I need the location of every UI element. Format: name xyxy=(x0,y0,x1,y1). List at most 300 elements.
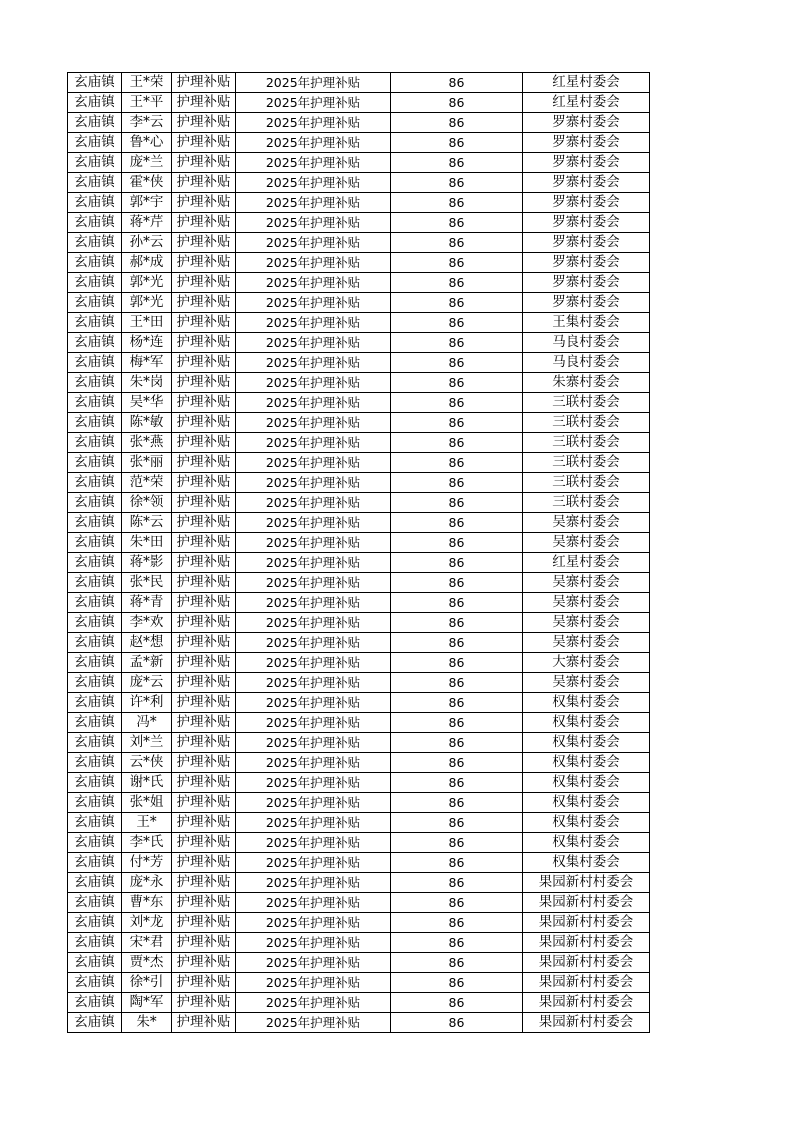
item-cell: 2025年护理补贴 xyxy=(236,653,391,673)
org-cell: 大寨村委会 xyxy=(523,653,650,673)
town-cell: 玄庙镇 xyxy=(68,453,122,473)
name-cell: 陶*军 xyxy=(122,993,172,1013)
org-cell: 果园新村村委会 xyxy=(523,973,650,993)
org-cell: 红星村委会 xyxy=(523,73,650,93)
org-cell: 罗寨村委会 xyxy=(523,153,650,173)
town-cell: 玄庙镇 xyxy=(68,793,122,813)
table-row xyxy=(68,233,650,253)
name-cell: 朱*岗 xyxy=(122,373,172,393)
town-cell: 玄庙镇 xyxy=(68,573,122,593)
name-cell: 张*姐 xyxy=(122,793,172,813)
name-cell: 王*平 xyxy=(122,93,172,113)
item-cell: 2025年护理补贴 xyxy=(236,953,391,973)
item-cell: 2025年护理补贴 xyxy=(236,853,391,873)
table-row xyxy=(68,293,650,313)
town-cell: 玄庙镇 xyxy=(68,713,122,733)
amount-cell: 86 xyxy=(391,433,523,453)
org-cell: 三联村委会 xyxy=(523,433,650,453)
type-cell: 护理补贴 xyxy=(172,893,236,913)
item-cell: 2025年护理补贴 xyxy=(236,813,391,833)
town-cell: 玄庙镇 xyxy=(68,93,122,113)
amount-cell: 86 xyxy=(391,893,523,913)
amount-cell: 86 xyxy=(391,373,523,393)
name-cell: 王*田 xyxy=(122,313,172,333)
amount-cell: 86 xyxy=(391,393,523,413)
table-row xyxy=(68,653,650,673)
name-cell: 庞*兰 xyxy=(122,153,172,173)
name-cell: 王* xyxy=(122,813,172,833)
name-cell: 刘*龙 xyxy=(122,913,172,933)
table-row xyxy=(68,393,650,413)
amount-cell: 86 xyxy=(391,933,523,953)
amount-cell: 86 xyxy=(391,753,523,773)
name-cell: 庞*永 xyxy=(122,873,172,893)
amount-cell: 86 xyxy=(391,713,523,733)
type-cell: 护理补贴 xyxy=(172,813,236,833)
town-cell: 玄庙镇 xyxy=(68,673,122,693)
org-cell: 果园新村村委会 xyxy=(523,873,650,893)
table-row xyxy=(68,353,650,373)
org-cell: 马良村委会 xyxy=(523,353,650,373)
table-row xyxy=(68,493,650,513)
amount-cell: 86 xyxy=(391,773,523,793)
town-cell: 玄庙镇 xyxy=(68,73,122,93)
table-row xyxy=(68,833,650,853)
type-cell: 护理补贴 xyxy=(172,873,236,893)
type-cell: 护理补贴 xyxy=(172,313,236,333)
amount-cell: 86 xyxy=(391,353,523,373)
town-cell: 玄庙镇 xyxy=(68,893,122,913)
table-row xyxy=(68,933,650,953)
org-cell: 权集村委会 xyxy=(523,693,650,713)
type-cell: 护理补贴 xyxy=(172,833,236,853)
name-cell: 霍*侠 xyxy=(122,173,172,193)
name-cell: 郝*成 xyxy=(122,253,172,273)
amount-cell: 86 xyxy=(391,613,523,633)
amount-cell: 86 xyxy=(391,333,523,353)
name-cell: 付*芳 xyxy=(122,853,172,873)
table-row xyxy=(68,673,650,693)
town-cell: 玄庙镇 xyxy=(68,473,122,493)
item-cell: 2025年护理补贴 xyxy=(236,593,391,613)
type-cell: 护理补贴 xyxy=(172,853,236,873)
item-cell: 2025年护理补贴 xyxy=(236,773,391,793)
org-cell: 果园新村村委会 xyxy=(523,893,650,913)
org-cell: 三联村委会 xyxy=(523,393,650,413)
table-row xyxy=(68,773,650,793)
type-cell: 护理补贴 xyxy=(172,593,236,613)
org-cell: 马良村委会 xyxy=(523,333,650,353)
town-cell: 玄庙镇 xyxy=(68,153,122,173)
item-cell: 2025年护理补贴 xyxy=(236,73,391,93)
town-cell: 玄庙镇 xyxy=(68,693,122,713)
amount-cell: 86 xyxy=(391,193,523,213)
table-row xyxy=(68,533,650,553)
type-cell: 护理补贴 xyxy=(172,93,236,113)
table-row xyxy=(68,733,650,753)
item-cell: 2025年护理补贴 xyxy=(236,833,391,853)
org-cell: 果园新村村委会 xyxy=(523,1013,650,1033)
org-cell: 三联村委会 xyxy=(523,453,650,473)
item-cell: 2025年护理补贴 xyxy=(236,893,391,913)
item-cell: 2025年护理补贴 xyxy=(236,313,391,333)
name-cell: 朱* xyxy=(122,1013,172,1033)
table-row xyxy=(68,913,650,933)
item-cell: 2025年护理补贴 xyxy=(236,913,391,933)
type-cell: 护理补贴 xyxy=(172,553,236,573)
amount-cell: 86 xyxy=(391,513,523,533)
town-cell: 玄庙镇 xyxy=(68,113,122,133)
amount-cell: 86 xyxy=(391,913,523,933)
item-cell: 2025年护理补贴 xyxy=(236,173,391,193)
amount-cell: 86 xyxy=(391,993,523,1013)
org-cell: 罗寨村委会 xyxy=(523,113,650,133)
item-cell: 2025年护理补贴 xyxy=(236,333,391,353)
amount-cell: 86 xyxy=(391,813,523,833)
amount-cell: 86 xyxy=(391,473,523,493)
amount-cell: 86 xyxy=(391,93,523,113)
type-cell: 护理补贴 xyxy=(172,173,236,193)
type-cell: 护理补贴 xyxy=(172,793,236,813)
org-cell: 王集村委会 xyxy=(523,313,650,333)
item-cell: 2025年护理补贴 xyxy=(236,293,391,313)
town-cell: 玄庙镇 xyxy=(68,273,122,293)
org-cell: 果园新村村委会 xyxy=(523,933,650,953)
item-cell: 2025年护理补贴 xyxy=(236,873,391,893)
item-cell: 2025年护理补贴 xyxy=(236,713,391,733)
name-cell: 郭*光 xyxy=(122,293,172,313)
table-row xyxy=(68,793,650,813)
name-cell: 梅*军 xyxy=(122,353,172,373)
table-row xyxy=(68,373,650,393)
type-cell: 护理补贴 xyxy=(172,273,236,293)
table-row xyxy=(68,113,650,133)
name-cell: 杨*连 xyxy=(122,333,172,353)
amount-cell: 86 xyxy=(391,213,523,233)
item-cell: 2025年护理补贴 xyxy=(236,613,391,633)
org-cell: 罗寨村委会 xyxy=(523,173,650,193)
town-cell: 玄庙镇 xyxy=(68,533,122,553)
type-cell: 护理补贴 xyxy=(172,953,236,973)
item-cell: 2025年护理补贴 xyxy=(236,373,391,393)
name-cell: 谢*氏 xyxy=(122,773,172,793)
table-row xyxy=(68,473,650,493)
table-row xyxy=(68,953,650,973)
town-cell: 玄庙镇 xyxy=(68,233,122,253)
item-cell: 2025年护理补贴 xyxy=(236,993,391,1013)
table-row xyxy=(68,433,650,453)
town-cell: 玄庙镇 xyxy=(68,933,122,953)
town-cell: 玄庙镇 xyxy=(68,413,122,433)
town-cell: 玄庙镇 xyxy=(68,813,122,833)
item-cell: 2025年护理补贴 xyxy=(236,93,391,113)
amount-cell: 86 xyxy=(391,733,523,753)
table-row xyxy=(68,253,650,273)
org-cell: 三联村委会 xyxy=(523,493,650,513)
org-cell: 果园新村村委会 xyxy=(523,993,650,1013)
table-row xyxy=(68,753,650,773)
town-cell: 玄庙镇 xyxy=(68,993,122,1013)
org-cell: 权集村委会 xyxy=(523,773,650,793)
org-cell: 权集村委会 xyxy=(523,813,650,833)
org-cell: 权集村委会 xyxy=(523,853,650,873)
amount-cell: 86 xyxy=(391,973,523,993)
org-cell: 权集村委会 xyxy=(523,793,650,813)
town-cell: 玄庙镇 xyxy=(68,373,122,393)
town-cell: 玄庙镇 xyxy=(68,293,122,313)
amount-cell: 86 xyxy=(391,673,523,693)
table-row xyxy=(68,413,650,433)
item-cell: 2025年护理补贴 xyxy=(236,553,391,573)
type-cell: 护理补贴 xyxy=(172,933,236,953)
town-cell: 玄庙镇 xyxy=(68,333,122,353)
item-cell: 2025年护理补贴 xyxy=(236,673,391,693)
town-cell: 玄庙镇 xyxy=(68,913,122,933)
town-cell: 玄庙镇 xyxy=(68,553,122,573)
table-row xyxy=(68,573,650,593)
type-cell: 护理补贴 xyxy=(172,453,236,473)
type-cell: 护理补贴 xyxy=(172,713,236,733)
table-row xyxy=(68,193,650,213)
name-cell: 贾*杰 xyxy=(122,953,172,973)
name-cell: 孟*新 xyxy=(122,653,172,673)
type-cell: 护理补贴 xyxy=(172,733,236,753)
type-cell: 护理补贴 xyxy=(172,253,236,273)
org-cell: 三联村委会 xyxy=(523,473,650,493)
type-cell: 护理补贴 xyxy=(172,633,236,653)
org-cell: 吴寨村委会 xyxy=(523,593,650,613)
name-cell: 徐*领 xyxy=(122,493,172,513)
amount-cell: 86 xyxy=(391,853,523,873)
table-row xyxy=(68,153,650,173)
name-cell: 孙*云 xyxy=(122,233,172,253)
type-cell: 护理补贴 xyxy=(172,673,236,693)
item-cell: 2025年护理补贴 xyxy=(236,413,391,433)
table-row xyxy=(68,273,650,293)
town-cell: 玄庙镇 xyxy=(68,213,122,233)
table-row xyxy=(68,993,650,1013)
amount-cell: 86 xyxy=(391,533,523,553)
amount-cell: 86 xyxy=(391,113,523,133)
town-cell: 玄庙镇 xyxy=(68,853,122,873)
org-cell: 权集村委会 xyxy=(523,753,650,773)
org-cell: 红星村委会 xyxy=(523,93,650,113)
amount-cell: 86 xyxy=(391,173,523,193)
type-cell: 护理补贴 xyxy=(172,773,236,793)
name-cell: 云*侠 xyxy=(122,753,172,773)
amount-cell: 86 xyxy=(391,413,523,433)
name-cell: 许*利 xyxy=(122,693,172,713)
amount-cell: 86 xyxy=(391,553,523,573)
item-cell: 2025年护理补贴 xyxy=(236,793,391,813)
type-cell: 护理补贴 xyxy=(172,73,236,93)
table-row xyxy=(68,73,650,93)
org-cell: 朱寨村委会 xyxy=(523,373,650,393)
org-cell: 果园新村村委会 xyxy=(523,913,650,933)
amount-cell: 86 xyxy=(391,293,523,313)
item-cell: 2025年护理补贴 xyxy=(236,193,391,213)
item-cell: 2025年护理补贴 xyxy=(236,273,391,293)
amount-cell: 86 xyxy=(391,73,523,93)
item-cell: 2025年护理补贴 xyxy=(236,1013,391,1033)
table-row xyxy=(68,693,650,713)
item-cell: 2025年护理补贴 xyxy=(236,573,391,593)
table-row xyxy=(68,93,650,113)
name-cell: 陈*敏 xyxy=(122,413,172,433)
name-cell: 庞*云 xyxy=(122,673,172,693)
town-cell: 玄庙镇 xyxy=(68,753,122,773)
type-cell: 护理补贴 xyxy=(172,993,236,1013)
item-cell: 2025年护理补贴 xyxy=(236,733,391,753)
name-cell: 吴*华 xyxy=(122,393,172,413)
table-row xyxy=(68,1013,650,1033)
name-cell: 宋*君 xyxy=(122,933,172,953)
amount-cell: 86 xyxy=(391,133,523,153)
item-cell: 2025年护理补贴 xyxy=(236,133,391,153)
amount-cell: 86 xyxy=(391,1013,523,1033)
table-row xyxy=(68,893,650,913)
type-cell: 护理补贴 xyxy=(172,613,236,633)
town-cell: 玄庙镇 xyxy=(68,653,122,673)
org-cell: 三联村委会 xyxy=(523,413,650,433)
type-cell: 护理补贴 xyxy=(172,753,236,773)
item-cell: 2025年护理补贴 xyxy=(236,633,391,653)
org-cell: 吴寨村委会 xyxy=(523,613,650,633)
town-cell: 玄庙镇 xyxy=(68,433,122,453)
name-cell: 蒋*青 xyxy=(122,593,172,613)
town-cell: 玄庙镇 xyxy=(68,493,122,513)
item-cell: 2025年护理补贴 xyxy=(236,473,391,493)
name-cell: 蒋*芹 xyxy=(122,213,172,233)
item-cell: 2025年护理补贴 xyxy=(236,933,391,953)
name-cell: 刘*兰 xyxy=(122,733,172,753)
type-cell: 护理补贴 xyxy=(172,653,236,673)
item-cell: 2025年护理补贴 xyxy=(236,693,391,713)
town-cell: 玄庙镇 xyxy=(68,513,122,533)
town-cell: 玄庙镇 xyxy=(68,733,122,753)
amount-cell: 86 xyxy=(391,693,523,713)
type-cell: 护理补贴 xyxy=(172,193,236,213)
amount-cell: 86 xyxy=(391,153,523,173)
name-cell: 张*民 xyxy=(122,573,172,593)
town-cell: 玄庙镇 xyxy=(68,1013,122,1033)
subsidy-table xyxy=(67,72,650,1033)
type-cell: 护理补贴 xyxy=(172,533,236,553)
table-row xyxy=(68,213,650,233)
type-cell: 护理补贴 xyxy=(172,293,236,313)
town-cell: 玄庙镇 xyxy=(68,953,122,973)
org-cell: 权集村委会 xyxy=(523,713,650,733)
org-cell: 权集村委会 xyxy=(523,833,650,853)
org-cell: 吴寨村委会 xyxy=(523,673,650,693)
item-cell: 2025年护理补贴 xyxy=(236,533,391,553)
type-cell: 护理补贴 xyxy=(172,473,236,493)
table-row xyxy=(68,313,650,333)
type-cell: 护理补贴 xyxy=(172,113,236,133)
org-cell: 罗寨村委会 xyxy=(523,293,650,313)
name-cell: 冯* xyxy=(122,713,172,733)
town-cell: 玄庙镇 xyxy=(68,973,122,993)
item-cell: 2025年护理补贴 xyxy=(236,233,391,253)
item-cell: 2025年护理补贴 xyxy=(236,513,391,533)
town-cell: 玄庙镇 xyxy=(68,313,122,333)
org-cell: 罗寨村委会 xyxy=(523,253,650,273)
type-cell: 护理补贴 xyxy=(172,1013,236,1033)
item-cell: 2025年护理补贴 xyxy=(236,493,391,513)
item-cell: 2025年护理补贴 xyxy=(236,393,391,413)
amount-cell: 86 xyxy=(391,493,523,513)
table-row xyxy=(68,333,650,353)
table-row xyxy=(68,173,650,193)
name-cell: 朱*田 xyxy=(122,533,172,553)
type-cell: 护理补贴 xyxy=(172,373,236,393)
type-cell: 护理补贴 xyxy=(172,153,236,173)
type-cell: 护理补贴 xyxy=(172,433,236,453)
org-cell: 罗寨村委会 xyxy=(523,273,650,293)
name-cell: 王*荣 xyxy=(122,73,172,93)
type-cell: 护理补贴 xyxy=(172,413,236,433)
name-cell: 张*燕 xyxy=(122,433,172,453)
town-cell: 玄庙镇 xyxy=(68,173,122,193)
town-cell: 玄庙镇 xyxy=(68,833,122,853)
type-cell: 护理补贴 xyxy=(172,973,236,993)
item-cell: 2025年护理补贴 xyxy=(236,433,391,453)
name-cell: 郭*宇 xyxy=(122,193,172,213)
town-cell: 玄庙镇 xyxy=(68,353,122,373)
org-cell: 吴寨村委会 xyxy=(523,573,650,593)
type-cell: 护理补贴 xyxy=(172,693,236,713)
item-cell: 2025年护理补贴 xyxy=(236,113,391,133)
amount-cell: 86 xyxy=(391,873,523,893)
type-cell: 护理补贴 xyxy=(172,333,236,353)
table-row xyxy=(68,593,650,613)
town-cell: 玄庙镇 xyxy=(68,133,122,153)
amount-cell: 86 xyxy=(391,953,523,973)
table-row xyxy=(68,133,650,153)
amount-cell: 86 xyxy=(391,273,523,293)
table-row xyxy=(68,453,650,473)
town-cell: 玄庙镇 xyxy=(68,873,122,893)
org-cell: 吴寨村委会 xyxy=(523,633,650,653)
table-row xyxy=(68,513,650,533)
table-body xyxy=(68,73,650,1033)
item-cell: 2025年护理补贴 xyxy=(236,353,391,373)
type-cell: 护理补贴 xyxy=(172,513,236,533)
item-cell: 2025年护理补贴 xyxy=(236,973,391,993)
type-cell: 护理补贴 xyxy=(172,913,236,933)
org-cell: 罗寨村委会 xyxy=(523,193,650,213)
org-cell: 吴寨村委会 xyxy=(523,513,650,533)
table-row xyxy=(68,973,650,993)
org-cell: 权集村委会 xyxy=(523,733,650,753)
name-cell: 李*云 xyxy=(122,113,172,133)
type-cell: 护理补贴 xyxy=(172,133,236,153)
amount-cell: 86 xyxy=(391,573,523,593)
amount-cell: 86 xyxy=(391,253,523,273)
name-cell: 李*欢 xyxy=(122,613,172,633)
amount-cell: 86 xyxy=(391,833,523,853)
town-cell: 玄庙镇 xyxy=(68,593,122,613)
amount-cell: 86 xyxy=(391,793,523,813)
table-row xyxy=(68,633,650,653)
town-cell: 玄庙镇 xyxy=(68,253,122,273)
name-cell: 鲁*心 xyxy=(122,133,172,153)
type-cell: 护理补贴 xyxy=(172,493,236,513)
org-cell: 罗寨村委会 xyxy=(523,213,650,233)
name-cell: 徐*引 xyxy=(122,973,172,993)
amount-cell: 86 xyxy=(391,653,523,673)
table-row xyxy=(68,713,650,733)
